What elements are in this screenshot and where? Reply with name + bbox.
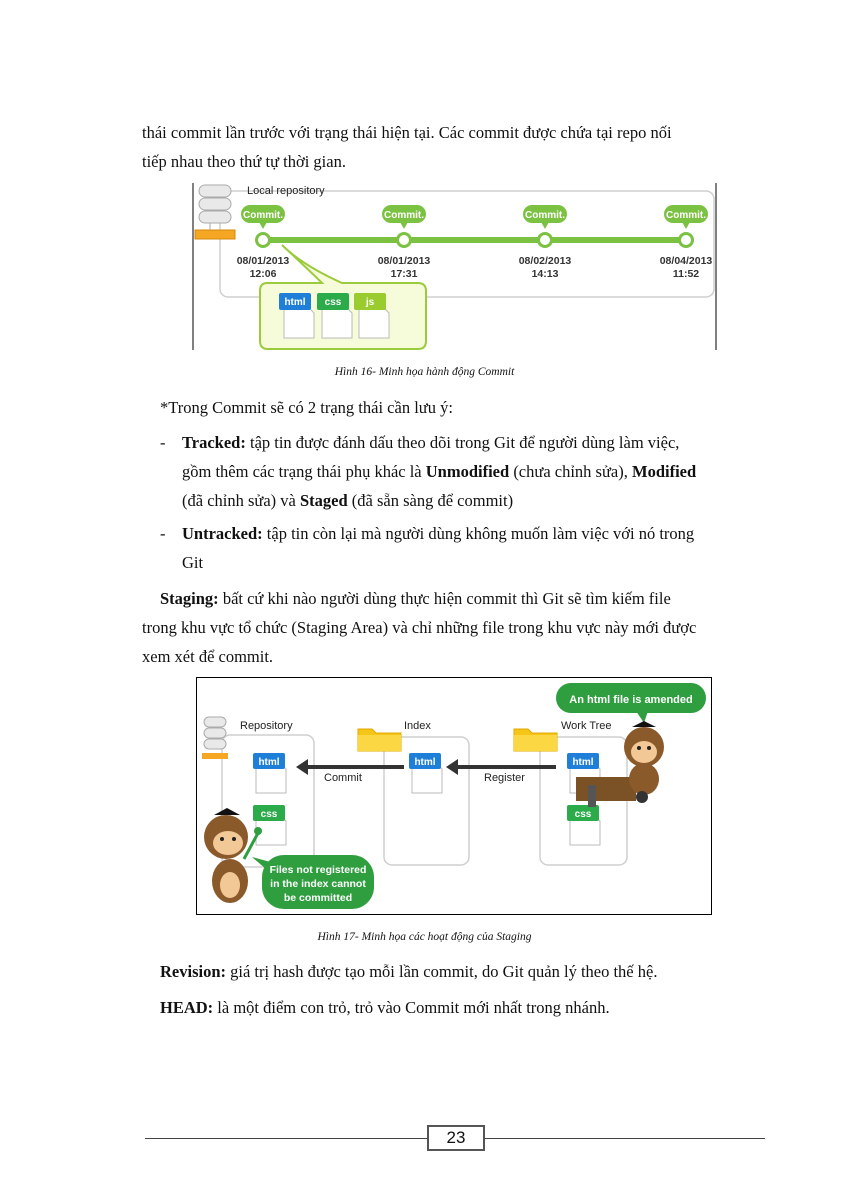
figure-16-caption: Hình 16- Minh họa hành động Commit [334, 366, 515, 378]
commit-time: 14:13 [531, 268, 559, 280]
commit-date: 08/02/2013 [518, 255, 572, 267]
file-type-label: html [572, 757, 594, 768]
commit-time: 17:31 [390, 268, 418, 280]
database-icon [195, 185, 235, 239]
files-not-registered-line-2: in the index cannot [270, 878, 366, 890]
file-type-label: css [574, 809, 592, 820]
repository-label: Repository [240, 720, 293, 732]
commit-date: 08/04/2013 [659, 255, 713, 267]
index-label: Index [404, 720, 431, 732]
staging-line-3: xem xét để commit. [142, 647, 274, 666]
file-type-label: html [414, 757, 436, 768]
commit-bubble-label: Commit. [666, 210, 706, 221]
files-not-registered-line-1: Files not registered [269, 864, 367, 876]
footer-rule-right [485, 1138, 765, 1139]
head-line: HEAD: là một điểm con trỏ, trỏ vào Commit mới nhất trong nhánh. [160, 998, 610, 1017]
page-number: 23 [427, 1125, 485, 1151]
commit-states-note: *Trong Commit sẽ có 2 trạng thái cần lưu ý: [160, 398, 453, 417]
file-icon [317, 293, 352, 338]
file-type-label: html [258, 757, 280, 768]
commit-arrow-label: Commit [324, 772, 362, 784]
commit-date: 08/01/2013 [377, 255, 431, 267]
commit-bubble-label: Commit. [384, 210, 424, 221]
commit-bubble-label: Commit. [525, 210, 565, 221]
file-type-label: js [365, 297, 375, 308]
file-icon [567, 805, 600, 845]
bullet-dash: - [160, 524, 166, 543]
file-icon [409, 753, 442, 793]
file-type-label: html [284, 297, 306, 308]
work-tree-label: Work Tree [561, 720, 612, 732]
file-icon [279, 293, 314, 338]
untracked-line-1: Untracked: tập tin còn lại mà người dùng không muốn làm việc với nó trong [182, 524, 695, 543]
staging-line-1: Staging: bất cứ khi nào người dùng thực hiện commit thì Git sẽ tìm kiếm file [160, 589, 671, 608]
commit-bubble-label: Commit. [243, 210, 283, 221]
commit-time: 12:06 [249, 268, 277, 280]
footer-rule-left [145, 1138, 427, 1139]
revision-line: Revision: giá trị hash được tạo mỗi lần commit, do Git quản lý theo thế hệ. [160, 962, 658, 981]
staging-line-2: trong khu vực tổ chức (Staging Area) và chỉ những file trong khu vực này mới được [142, 618, 697, 637]
figure-17-staging-diagram [196, 677, 712, 915]
commit-time: 11:52 [672, 268, 700, 280]
intro-line-1: thái commit lần trước với trạng thái hiện tại. Các commit được chứa tại repo nối [142, 123, 672, 142]
untracked-line-2: Git [182, 553, 204, 572]
commit-date: 08/01/2013 [236, 255, 290, 267]
tracked-line-3: (đã chỉnh sửa) và Staged (đã sẵn sàng để commit) [182, 491, 514, 510]
file-icon [253, 753, 286, 793]
tracked-line-1: Tracked: tập tin được đánh dấu theo dõi trong Git để người dùng làm việc, [182, 433, 680, 452]
file-icon [253, 805, 286, 845]
file-type-label: css [260, 809, 278, 820]
tracked-line-2: gồm thêm các trạng thái phụ khác là Unmodified (chưa chỉnh sửa), Modified [182, 462, 697, 481]
files-not-registered-line-3: be committed [283, 892, 353, 904]
file-type-label: css [324, 297, 342, 308]
intro-line-2: tiếp nhau theo thứ tự thời gian. [142, 152, 346, 171]
figure-17-caption: Hình 17- Minh họa các hoạt động của Staging [317, 931, 532, 943]
bullet-dash: - [160, 433, 166, 452]
amended-bubble-text: An html file is amended [569, 694, 693, 706]
figure-16-commit-diagram [192, 183, 719, 350]
file-icon [354, 293, 389, 338]
register-arrow-label: Register [484, 772, 525, 784]
local-repository-label: Local repository [247, 185, 325, 197]
